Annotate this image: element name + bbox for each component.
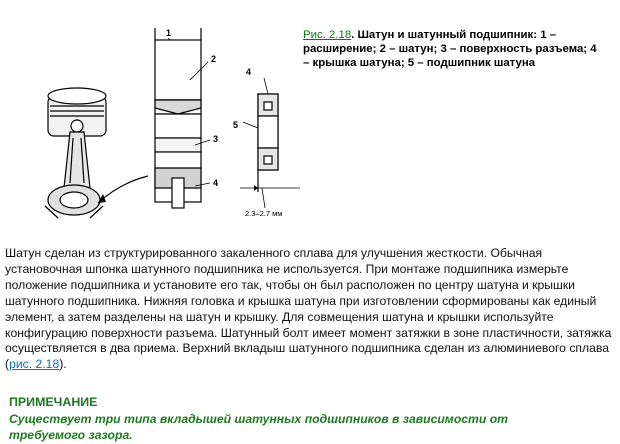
body-figure-link[interactable]: рис. 2.18 xyxy=(9,357,60,372)
body-tail: ). xyxy=(59,357,67,372)
callout-5: 5 xyxy=(233,120,239,130)
figure-caption xyxy=(303,28,603,71)
connecting-rod-figure xyxy=(0,18,300,230)
callout-3: 3 xyxy=(213,134,219,144)
callout-4-cap: 4 xyxy=(246,67,252,77)
dimension-label: 2.3–2.7 мм xyxy=(245,209,283,218)
rod-detail-drawing xyxy=(155,28,201,208)
piston-assembly-drawing xyxy=(45,88,106,218)
figure-ref-link[interactable]: Рис. 2.18 xyxy=(303,29,352,41)
callout-1: 1 xyxy=(166,28,172,38)
callout-2: 2 xyxy=(211,54,217,64)
note-text: Существует три типа вкладышей шатунных подшипников в зависимости от требуемого зазора. xyxy=(9,412,508,442)
body-paragraph xyxy=(5,246,617,373)
note-title: ПРИМЕЧАНИЕ xyxy=(9,395,98,409)
callout-4: 4 xyxy=(213,178,219,188)
bearing-section-drawing xyxy=(258,94,278,192)
caption-text: . Шатун и шатунный подшипник: 1 – расширение; 2 – шатун; 3 – поверхность разъема; 4 – крышка шатуна; 5 – подшипник шатуна xyxy=(303,29,597,70)
body-text: Шатун сделан из структурированного закаленного сплава для улучшения жесткости. Обычная установочная шпонка шатунного подшипника не используется. При монтаже подшипника измерьте положение подшипника и установите его так, чтобы он был расположен по центру шатуна и крышки шатунного подшипника. Нижняя головка и крышка шатуна при изготовлении сформированы как единый элемент, а затем разделены на шатун и крышку. Для совмещения шатуна и крышки используйте конфигурацию поверхности разъема. Шатунный болт имеет момент затяжки в зоне пластичности, затяжка осуществляется в два приема. Верхний вкладыш шатунного подшипника сделан из алюминиевого сплава ( xyxy=(5,246,612,372)
